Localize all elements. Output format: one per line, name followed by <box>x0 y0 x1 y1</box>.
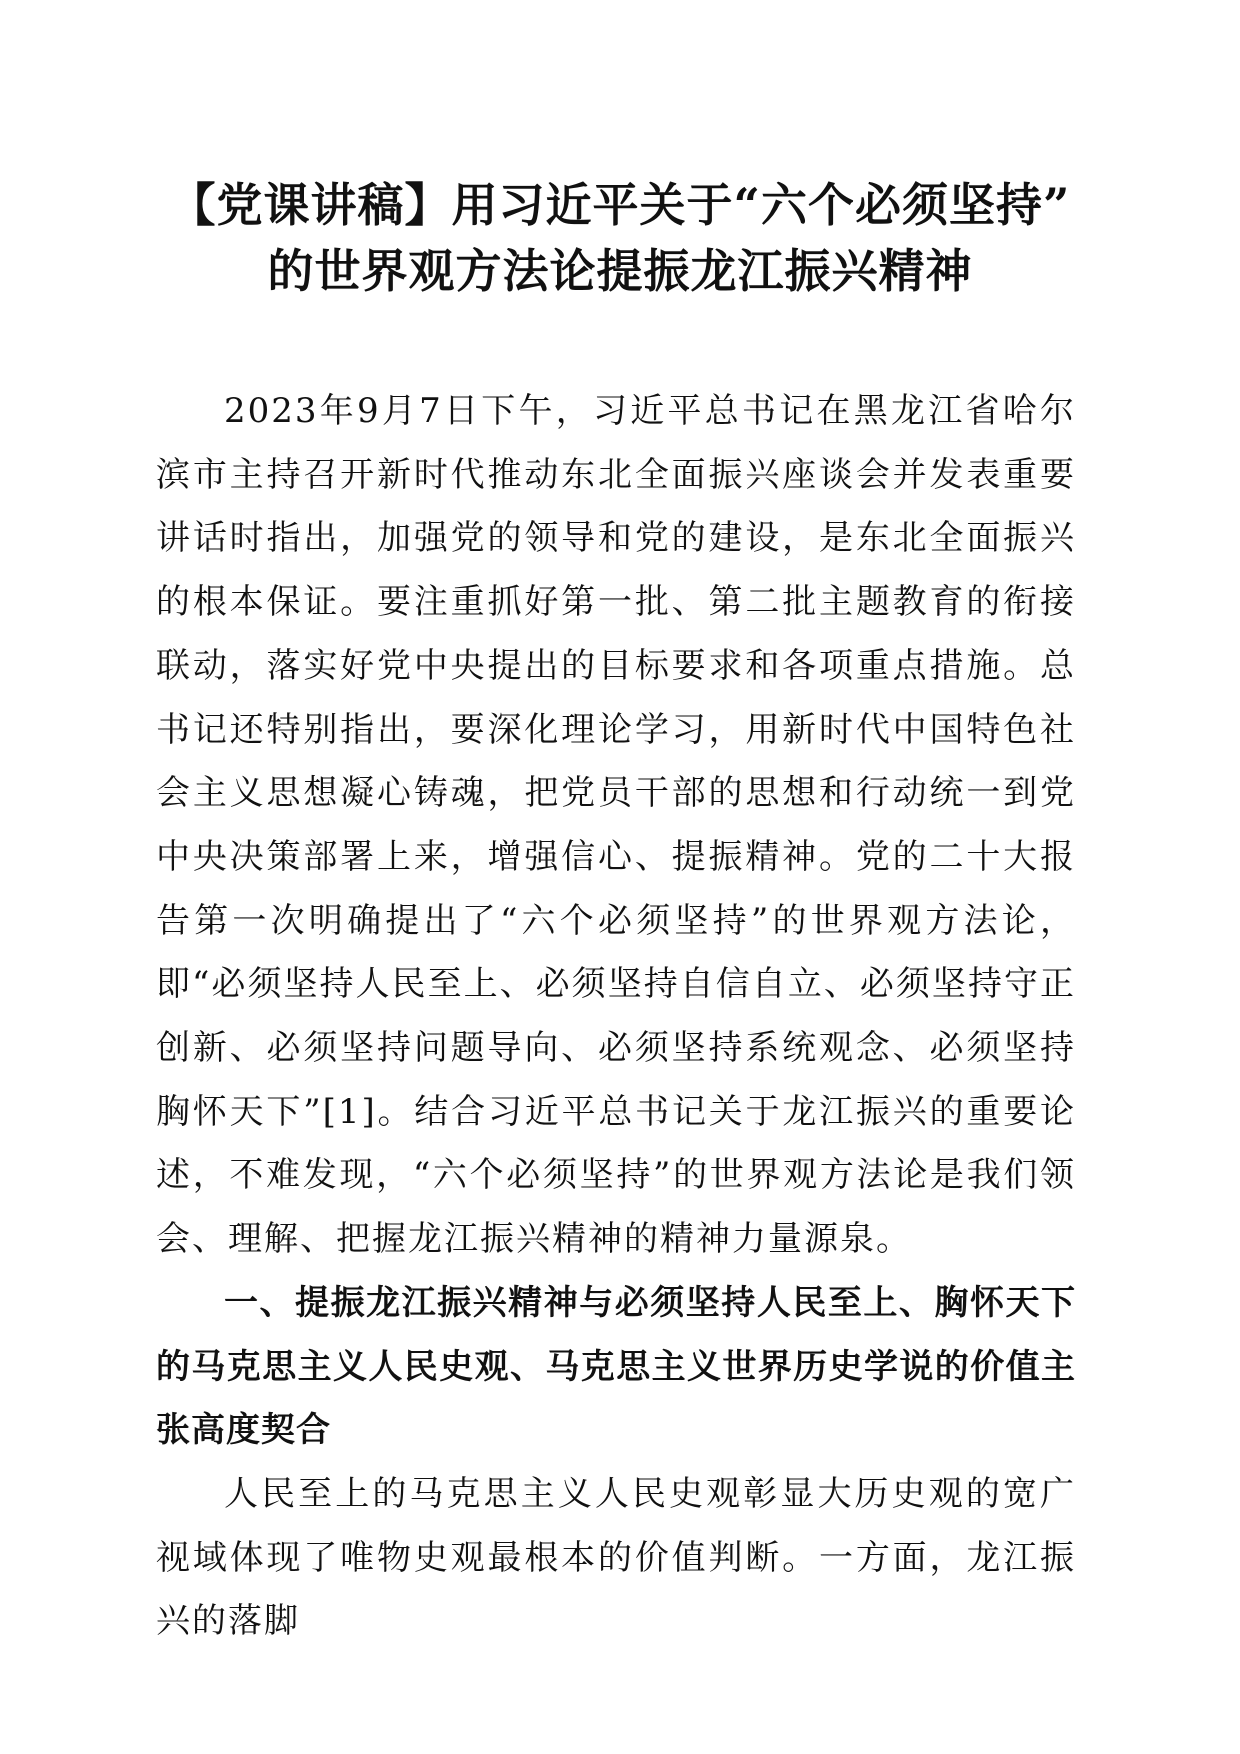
section-1-heading: 一、提振龙江振兴精神与必须坚持人民至上、胸怀天下的马克思主义人民史观、马克思主义世界历史学说的价值主张高度契合 <box>156 1282 1076 1451</box>
intro-paragraph: 2023年9月7日下午，习近平总书记在黑龙江省哈尔滨市主持召开新时代推动东北全面振兴座谈会并发表重要讲话时指出，加强党的领导和党的建设，是东北全面振兴的根本保证。要注重抓好第一批、第二批主题教育的衔接联动，落实好党中央提出的目标要求和各项重点措施。总书记还特别指出，要深化理论学习，用新时代中国特色社会主义思想凝心铸魂，把党员干部的思想和行动统一到党中央决策部署上来，增强信心、提振精神。党的二十大报告第一次明确提出了“六个必须坚持”的世界观方法论，即“必须坚持人民至上、必须坚持自信自立、必须坚持守正创新、必须坚持问题导向、必须坚持系统观念、必须坚持胸怀天下”[1]。结合习近平总书记关于龙江振兴的重要论述，不难发现，“六个必须坚持”的世界观方法论是我们领会、理解、把握龙江振兴精神的精神力量源泉。 <box>156 391 1076 1260</box>
document-body <box>156 380 1076 1654</box>
title-line-2: 的世界观方法论提振龙江振兴精神 <box>267 244 973 298</box>
document-title <box>130 172 1110 304</box>
title-line-1: 【党课讲稿】用习近平关于“六个必须坚持” <box>169 178 1071 232</box>
section-1-paragraph: 人民至上的马克思主义人民史观彰显大历史观的宽广视域体现了唯物史观最根本的价值判断。一方面，龙江振兴的落脚 <box>156 1473 1076 1642</box>
